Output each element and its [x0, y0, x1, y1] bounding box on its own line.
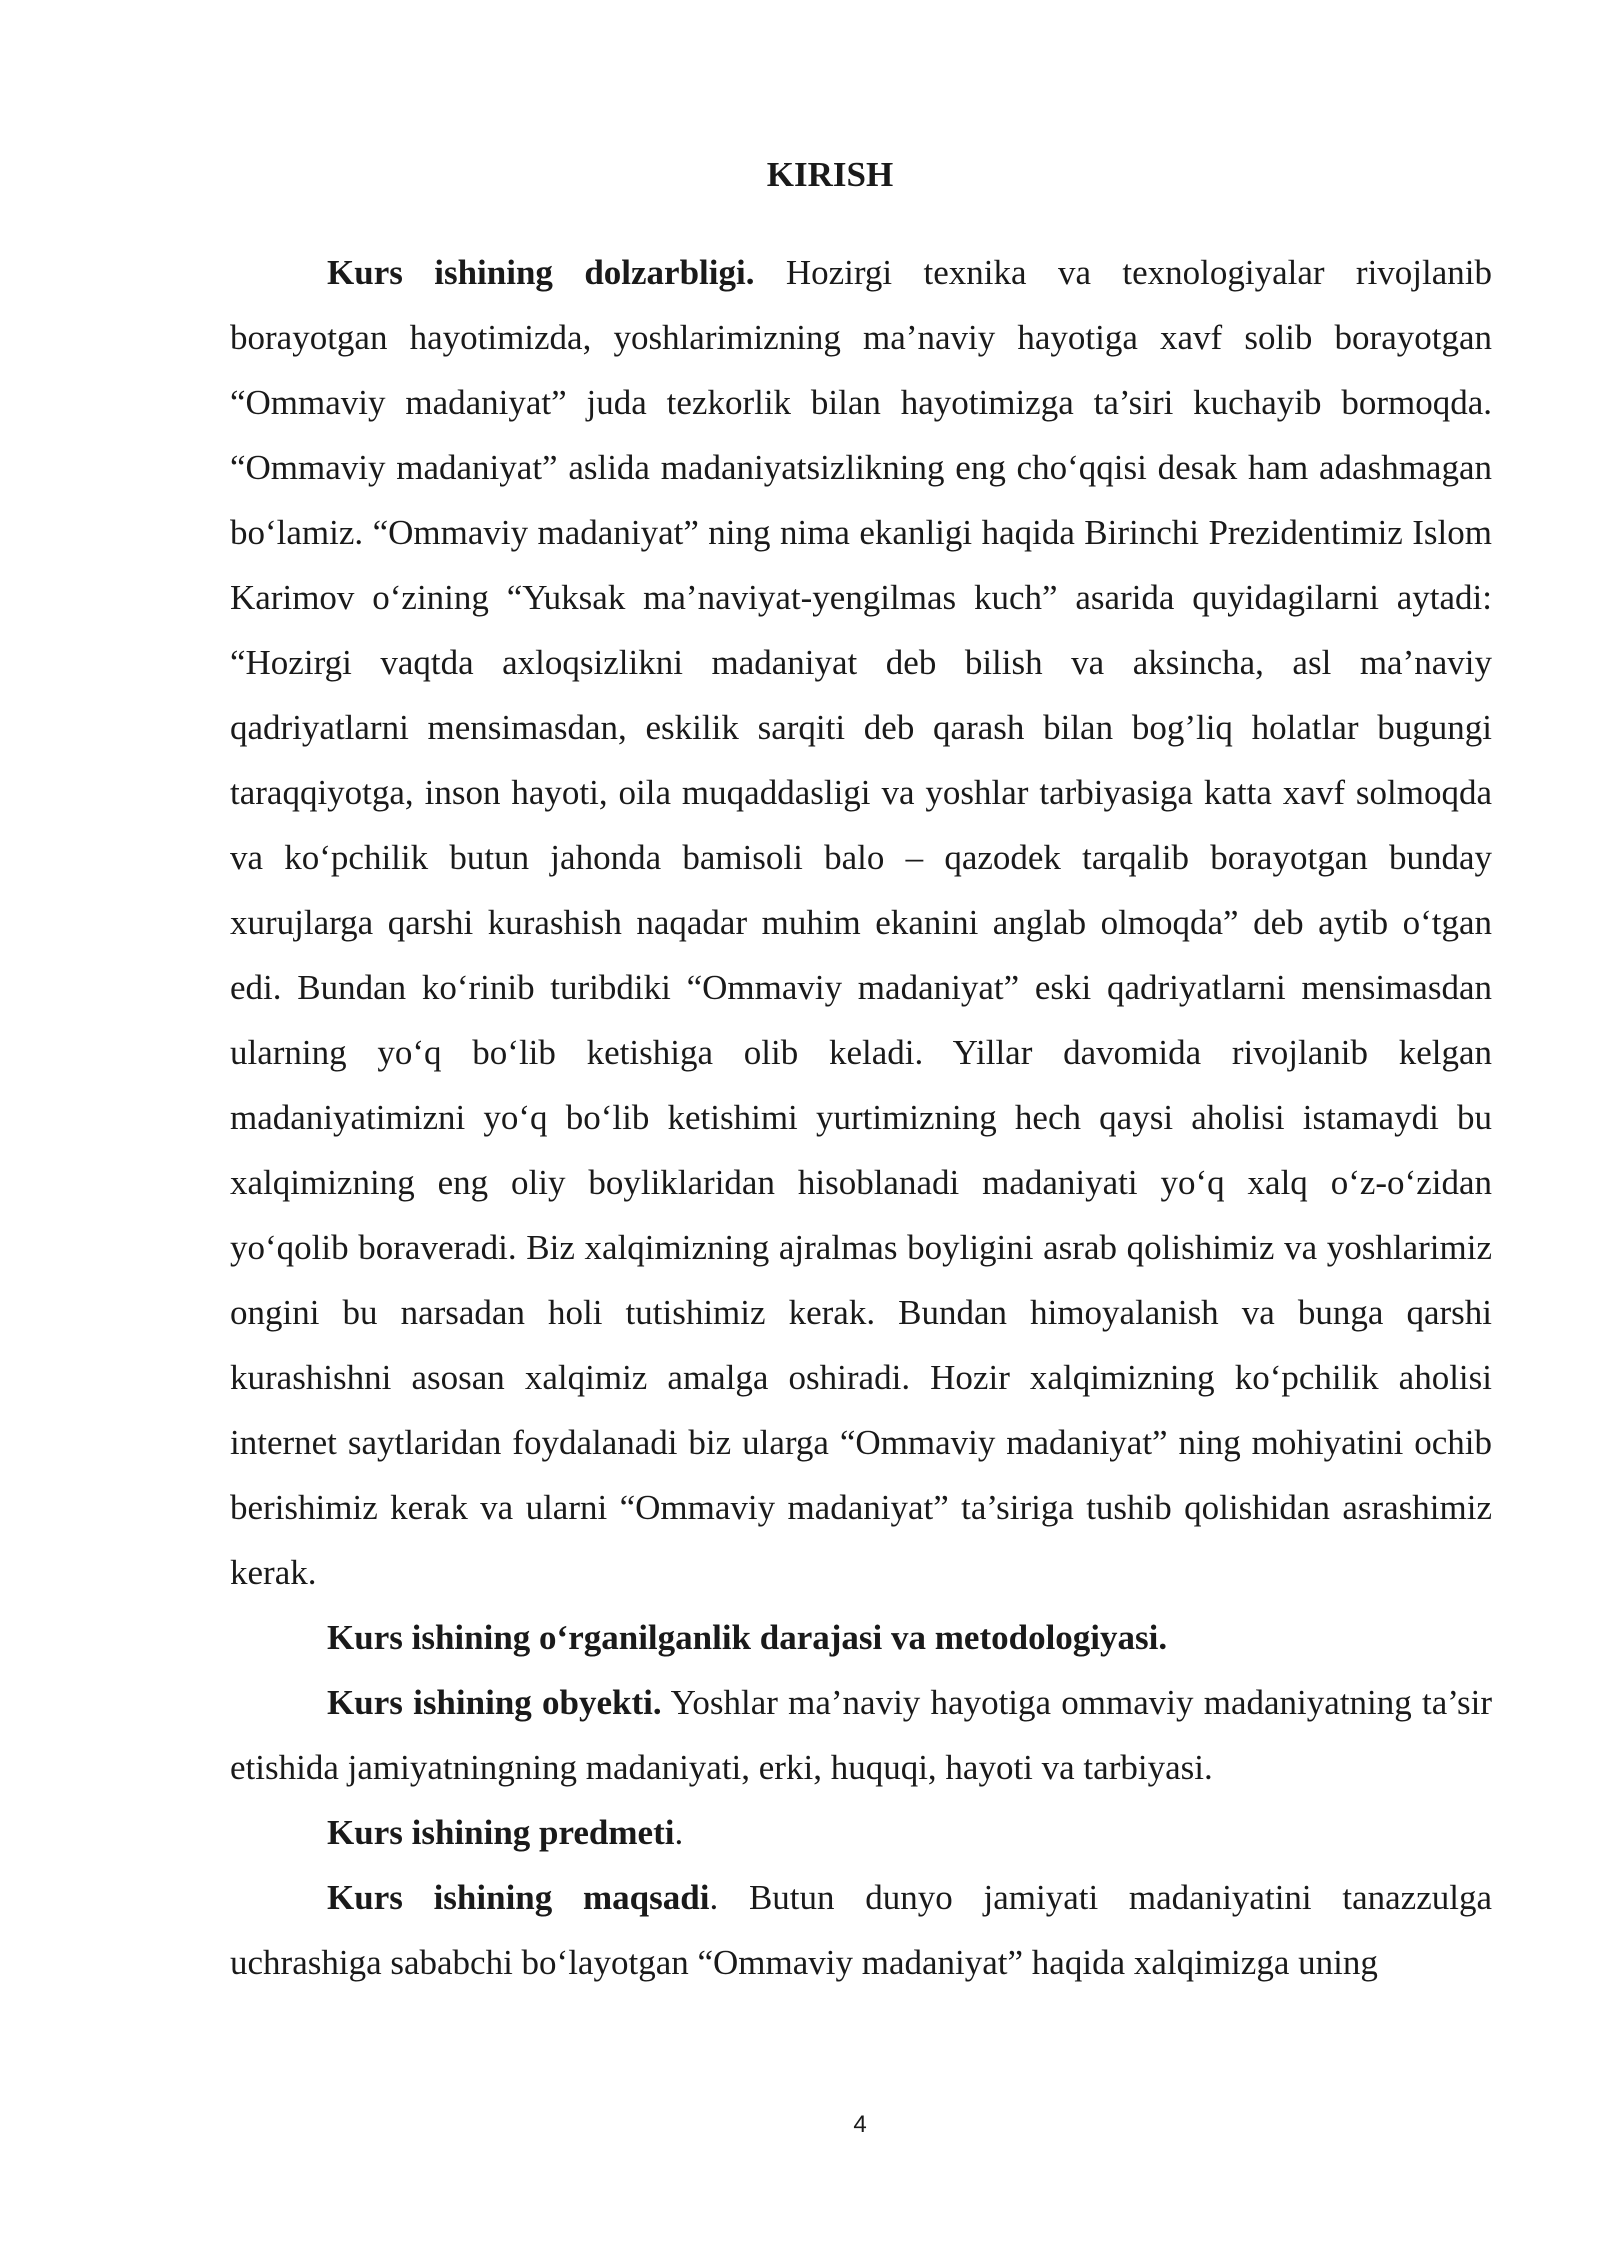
- paragraph-lead: Kurs ishining obyekti.: [327, 1683, 662, 1722]
- paragraph-object: [230, 1670, 1492, 1800]
- paragraph-goal: [230, 1865, 1492, 1995]
- paragraph-methodology: [230, 1605, 1492, 1670]
- paragraph-subject: [230, 1800, 1492, 1865]
- paragraph-lead: Kurs ishining o‘rganilganlik darajasi va metodologiyasi.: [327, 1618, 1168, 1657]
- paragraph-body: .: [674, 1813, 684, 1852]
- page-number: 4: [853, 2111, 867, 2138]
- body-text: [230, 240, 1492, 1995]
- paragraph-lead: Kurs ishining predmeti: [327, 1813, 675, 1852]
- paragraph-relevance: [230, 240, 1492, 1605]
- paragraph-body: . Butun dunyo jamiyati madaniyatini tanazzulga uchrashiga sababchi bo‘layotgan “Ommaviy madaniyat” haqida xalqimizga uning: [230, 1878, 1493, 1982]
- section-heading: KIRISH: [766, 155, 894, 194]
- paragraph-body: Hozirgi texnika va texnologiyalar rivojlanib borayotgan hayotimizda, yoshlarimizning ma’naviy hayotiga xavf solib borayotgan “Ommaviy madaniyat” juda tezkorlik bilan hayotimizga ta’siri kuchayib bormoqda. “Ommaviy madaniyat” aslida madaniyatsizlikning eng cho‘qqisi desak ham adashmagan bo‘lamiz. “Ommaviy madaniyat” ning nima ekanligi haqida Birinchi Prezidentimiz Islom Karimov o‘zining “Yuksak ma’naviyat-yengilmas kuch” asarida quyidagilarni aytadi: “Hozirgi vaqtda axloqsizlikni madaniyat deb bilish va aksincha, asl ma’naviy qadriyatlarni mensimasdan, eskilik sarqiti deb qarash bilan bog’liq holatlar bugungi taraqqiyotga, inson hayoti, oila muqaddasligi va yoshlar tarbiyasiga katta xavf solmoqda va ko‘pchilik butun jahonda bamisoli balo – qazodek tarqalib borayotgan bunday xurujlarga qarshi kurashish naqadar muhim ekanini anglab olmoqda” deb aytib o‘tgan edi. Bundan ko‘rinib turibdiki “Ommaviy madaniyat” eski qadriyatlarni mensimasdan ularning yo‘q bo‘lib ketishiga olib keladi. Yillar davomida rivojlanib kelgan madaniyatimizni yo‘q bo‘lib ketishimi yurtimizning hech qaysi aholisi istamaydi bu xalqimizning eng oliy boyliklaridan hisoblanadi madaniyati yo‘q xalq o‘z-o‘zidan yo‘qolib boraveradi. Biz xalqimizning ajralmas boyligini asrab qolishimiz va yoshlarimiz ongini bu narsadan holi tutishimiz kerak. Bundan himoyalanish va bunga qarshi kurashishni asosan xalqimiz amalga oshiradi. Hozir xalqimizning ko‘pchilik aholisi internet saytlaridan foydalanadi biz ularga “Ommaviy madaniyat” ning mohiyatini ochib berishimiz kerak va ularni “Ommaviy madaniyat” ta’siriga tushib qolishidan asrashimiz kerak.: [230, 253, 1492, 1592]
- paragraph-lead: Kurs ishining maqsadi: [327, 1878, 710, 1917]
- paragraph-body: Yoshlar ma’naviy hayotiga ommaviy madaniyatning ta’sir etishida jamiyatningning madaniyati, erki, huquqi, hayoti va tarbiyasi.: [230, 1683, 1492, 1787]
- paragraph-lead: Kurs ishining dolzarbligi.: [327, 253, 755, 292]
